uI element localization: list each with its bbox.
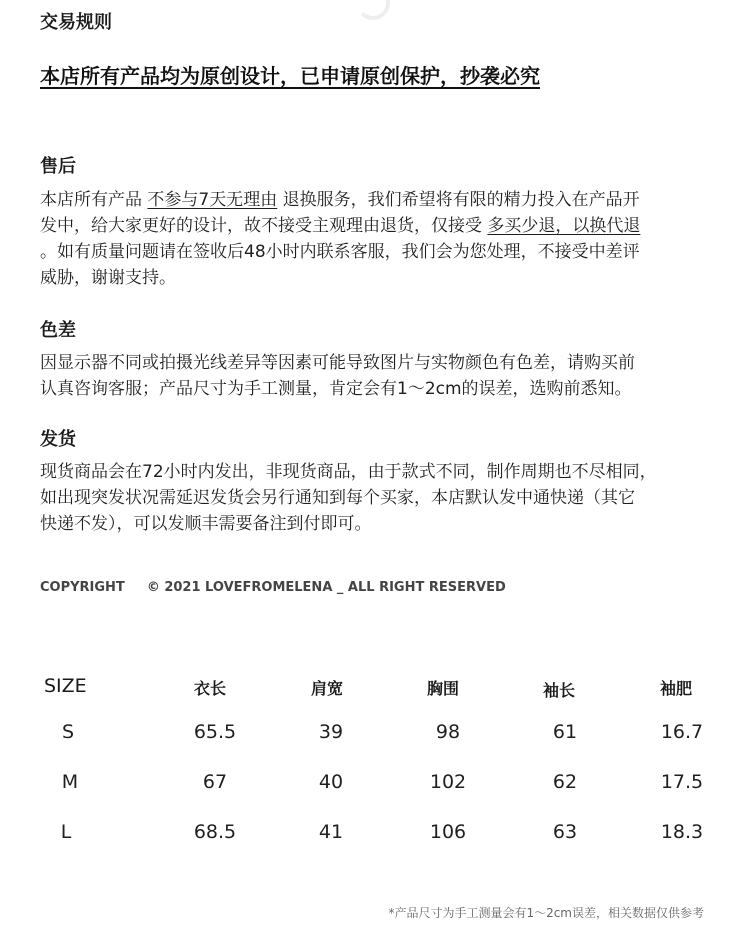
no-7day-return-highlight: 不参与7天无理由: [147, 190, 278, 210]
header-chest: 胸围: [426, 679, 460, 698]
sleeve-width-value: 16.7: [660, 721, 704, 743]
header-sleeve-width: 袖肥: [659, 679, 693, 698]
length-value: 67: [202, 771, 228, 793]
shipping-line-1: 现货商品会在72小时内发出，非现货商品，由于款式不同，制作周期也不尽相同，: [40, 462, 657, 482]
originality-banner: 本店所有产品均为原创设计，已申请原创保护，抄袭必究: [40, 64, 540, 88]
exchange-policy-highlight: 多买少退，以换代退: [487, 216, 641, 236]
sleeve-width-value: 17.5: [660, 771, 704, 793]
text-segment: 发中，给大家更好的设计，故不接受主观理由退货，仅接受: [40, 216, 488, 236]
sleeve-length-value: 62: [552, 771, 578, 793]
header-shoulder: 肩宽: [310, 679, 344, 698]
chest-value: 98: [435, 721, 461, 743]
shipping-line-3: 快递不发），可以发顺丰需要备注到付即可。: [40, 514, 372, 534]
length-value: 65.5: [193, 721, 237, 743]
color-difference-paragraph: [40, 350, 720, 402]
shipping-line-2: 如出现突发状况需延迟发货会另行通知到每个买家，本店默认发中通快递（其它: [40, 488, 635, 508]
header-size: SIZE: [44, 675, 87, 697]
header-sleeve-length: 袖长: [542, 681, 576, 700]
sleeve-width-value: 18.3: [660, 821, 704, 843]
copyright-notice: [40, 580, 506, 595]
chest-value: 106: [429, 821, 467, 843]
copyright-label: COPYRIGHT: [40, 580, 125, 595]
after-sales-line-3: 。如有质量问题请在签收后48小时内联系客服，我们会为您处理，不接受中差评: [40, 242, 640, 262]
size-label: L: [60, 821, 72, 843]
after-sales-paragraph: [40, 187, 720, 291]
shipping-title: 发货: [40, 429, 76, 450]
after-sales-line-1: [40, 187, 720, 213]
color-difference-title: 色差: [40, 320, 76, 341]
after-sales-line-2: [40, 213, 720, 239]
size-label: S: [61, 721, 75, 743]
after-sales-line-4: 威胁，谢谢支持。: [40, 268, 176, 288]
header-length: 衣长: [193, 679, 227, 698]
shoulder-value: 39: [318, 721, 344, 743]
page-title: 交易规则: [40, 12, 112, 33]
decorative-arc: [356, 0, 390, 20]
sleeve-length-value: 63: [552, 821, 578, 843]
chest-value: 102: [429, 771, 467, 793]
shoulder-value: 40: [318, 771, 344, 793]
measurement-footnote: *产品尺寸为手工测量会有1～2cm误差，相关数据仅供参考: [388, 906, 704, 920]
shipping-paragraph: [40, 459, 720, 537]
text-segment: 本店所有产品: [40, 190, 148, 210]
color-difference-line-2: 认真咨询客服；产品尺寸为手工测量，肯定会有1～2cm的误差，选购前悉知。: [40, 379, 632, 399]
length-value: 68.5: [193, 821, 237, 843]
shoulder-value: 41: [318, 821, 344, 843]
text-segment: 退换服务，我们希望将有限的精力投入在产品开: [277, 190, 640, 210]
copyright-text: © 2021 LOVEFROMELENA _ ALL RIGHT RESERVED: [146, 580, 506, 595]
sleeve-length-value: 61: [552, 721, 578, 743]
after-sales-title: 售后: [40, 156, 76, 177]
color-difference-line-1: 因显示器不同或拍摄光线差异等因素可能导致图片与实物颜色有色差，请购买前: [40, 353, 635, 373]
size-label: M: [61, 771, 79, 793]
